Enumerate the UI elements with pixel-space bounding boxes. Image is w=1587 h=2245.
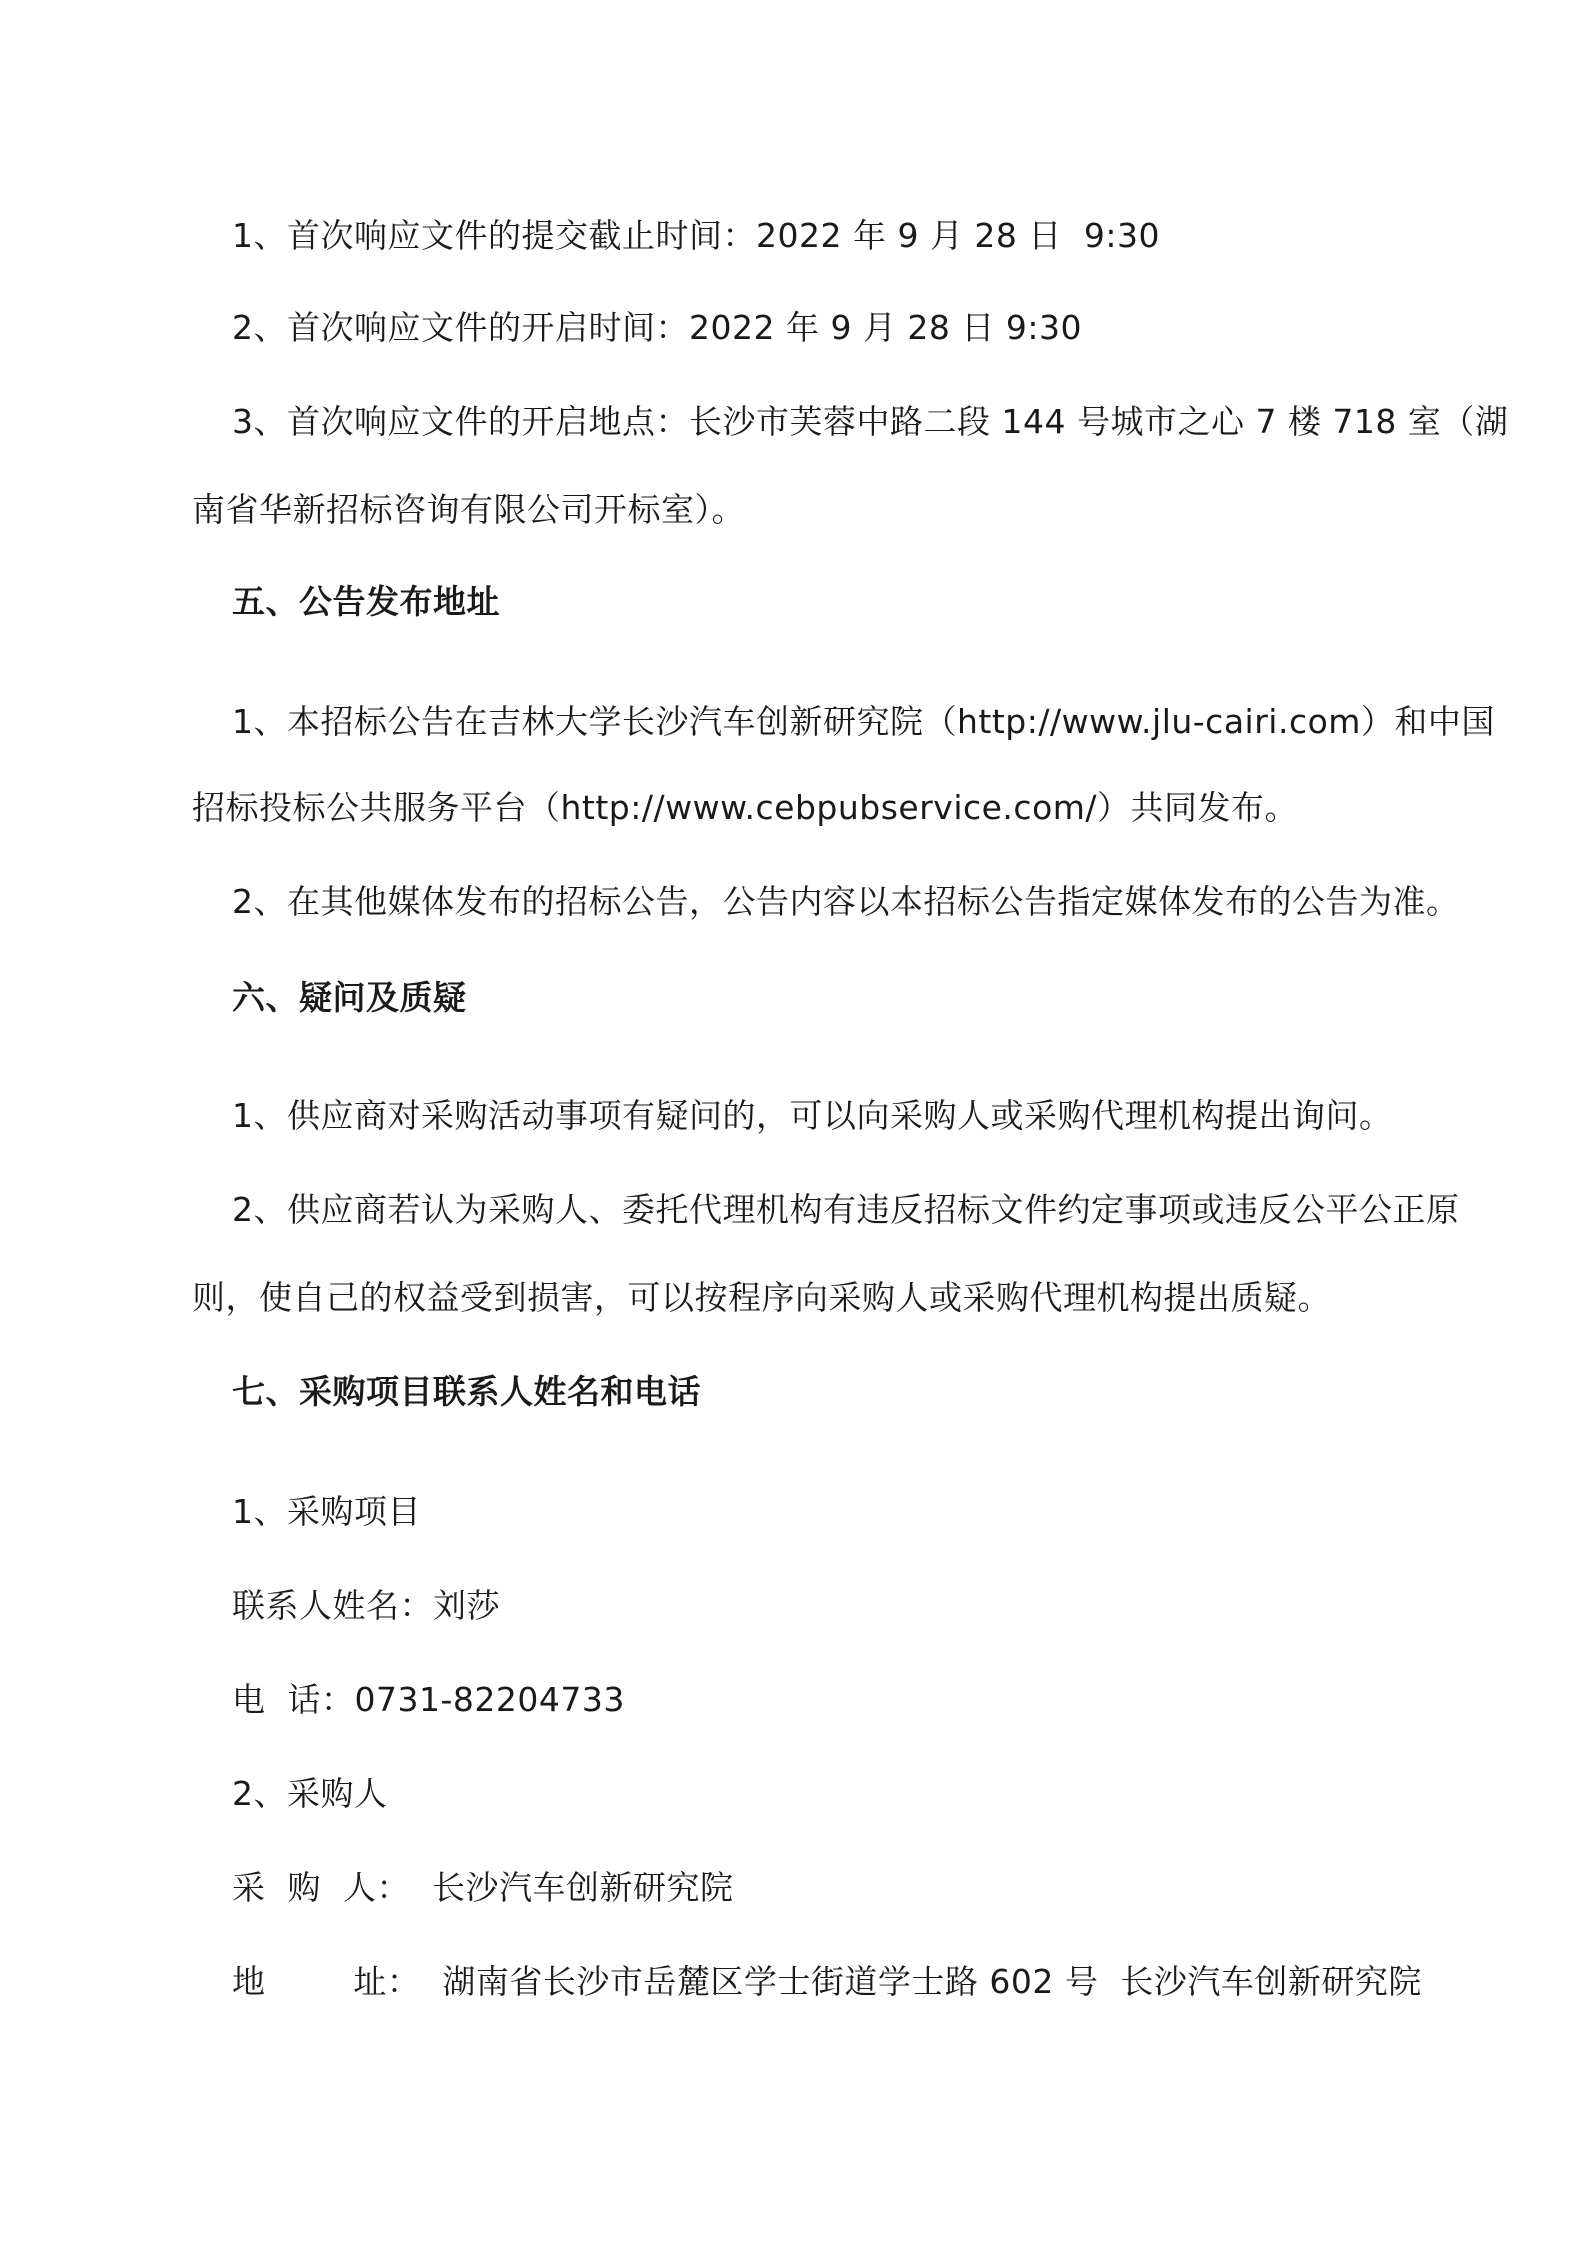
opening-location-line-1: 3、首次响应文件的开启地点：长沙市芙蓉中路二段 144 号城市之心 7 楼 718 室（湖 [232, 402, 1509, 441]
announcement-sites-line-1: 1、本招标公告在吉林大学长沙汽车创新研究院（http://www.jlu-cairi.com）和中国 [232, 702, 1495, 741]
challenge-line-2: 则，使自己的权益受到损害，可以按程序向采购人或采购代理机构提出质疑。 [192, 1278, 1331, 1317]
inquiry-line: 1、供应商对采购活动事项有疑问的，可以向采购人或采购代理机构提出询问。 [232, 1096, 1393, 1135]
challenge-line-1: 2、供应商若认为采购人、委托代理机构有违反招标文件约定事项或违反公平公正原 [232, 1190, 1460, 1229]
section-heading-questions: 六、疑问及质疑 [232, 978, 467, 1017]
other-media-line: 2、在其他媒体发布的招标公告，公告内容以本招标公告指定媒体发布的公告为准。 [232, 882, 1460, 921]
opening-location-line-2: 南省华新招标咨询有限公司开标室）。 [192, 490, 745, 529]
contact-name-line: 联系人姓名：刘莎 [232, 1586, 500, 1625]
announcement-sites-line-2: 招标投标公共服务平台（http://www.cebpubservice.com/）共同发布。 [192, 788, 1299, 827]
procurement-project-label: 1、采购项目 [232, 1492, 421, 1531]
submission-deadline-line: 1、首次响应文件的提交截止时间：2022 年 9 月 28 日 9:30 [232, 216, 1160, 255]
opening-time-line: 2、首次响应文件的开启时间：2022 年 9 月 28 日 9:30 [232, 308, 1083, 347]
contact-phone-line: 电 话：0731-82204733 [232, 1680, 625, 1719]
purchaser-label: 2、采购人 [232, 1774, 388, 1813]
section-heading-announcement: 五、公告发布地址 [232, 582, 500, 621]
purchaser-address-line: 地 址： 湖南省长沙市岳麓区学士街道学士路 602 号 长沙汽车创新研究院 [232, 1962, 1422, 2001]
purchaser-name-line: 采 购 人： 长沙汽车创新研究院 [232, 1868, 734, 1907]
section-heading-contacts: 七、采购项目联系人姓名和电话 [232, 1372, 701, 1411]
